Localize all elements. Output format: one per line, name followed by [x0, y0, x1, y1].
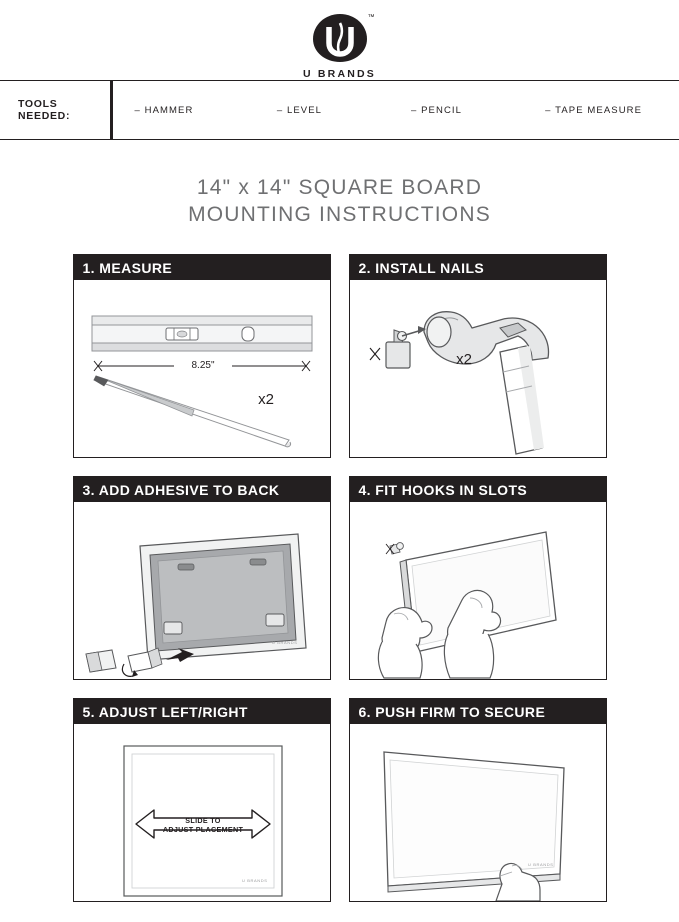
step-2-heading: 2. INSTALL NAILS — [350, 255, 606, 280]
wall-nails-icon — [386, 543, 403, 554]
step-3-heading: 3. ADD ADHESIVE TO BACK — [74, 477, 330, 502]
step-panel-3 — [73, 476, 331, 680]
step-panel-6 — [349, 698, 607, 902]
hammer-icon — [424, 312, 549, 454]
tools-needed-label: TOOLS NEEDED: — [18, 98, 71, 122]
step-panel-2 — [349, 254, 607, 458]
step-1-quantity-label: x2 — [257, 391, 274, 408]
divider-below-tools — [0, 139, 679, 140]
step-6-illustration — [350, 724, 606, 901]
board-perspective-icon — [384, 752, 564, 892]
brand-wordmark: U BRANDS — [302, 68, 377, 80]
page-title — [0, 174, 679, 228]
step-1-dimension-label: 8.25" — [190, 360, 215, 371]
step-panel-1 — [73, 254, 331, 458]
step-4-illustration — [350, 502, 606, 679]
tools-vertical-divider — [110, 81, 113, 139]
step-5-arrow-line-1: SLIDE TO — [184, 816, 221, 825]
nail-hook-icon — [370, 326, 426, 368]
trademark-symbol: ™ — [367, 14, 375, 21]
tools-list — [123, 105, 679, 116]
step-4-heading: 4. FIT HOOKS IN SLOTS — [350, 477, 606, 502]
tool-item-hammer: – HAMMER — [134, 104, 194, 116]
step-5-heading: 5. ADJUST LEFT/RIGHT — [74, 699, 330, 724]
step-5-watermark: U BRANDS — [241, 878, 267, 883]
u-brands-logo-icon — [309, 12, 375, 64]
steps-grid — [73, 254, 607, 902]
step-6-watermark: U BRANDS — [527, 862, 553, 867]
step-1-illustration — [74, 280, 330, 457]
step-5-illustration — [74, 724, 330, 901]
page-title-line-2: MOUNTING INSTRUCTIONS — [188, 203, 491, 226]
brand-logo-block — [0, 0, 679, 80]
tool-item-pencil: – PENCIL — [411, 104, 463, 116]
step-5-arrow-line-2: ADJUST PLACEMENT — [162, 825, 243, 834]
page-title-line-1: 14" x 14" SQUARE BOARD — [196, 176, 483, 199]
dimension-line — [94, 356, 310, 372]
step-panel-4 — [349, 476, 607, 680]
level-tool-icon — [92, 316, 312, 351]
step-2-quantity-label: x2 — [455, 351, 472, 368]
step-1-heading: 1. MEASURE — [74, 255, 330, 280]
pencil-icon — [94, 376, 291, 447]
step-3-illustration — [74, 502, 330, 679]
tool-item-tape-measure: – TAPE MEASURE — [545, 104, 643, 116]
step-6-heading: 6. PUSH FIRM TO SECURE — [350, 699, 606, 724]
tools-needed-row — [0, 81, 679, 139]
step-2-illustration — [350, 280, 606, 457]
tool-item-level: – LEVEL — [276, 104, 323, 116]
step-3-watermark: U BRANDS — [271, 640, 297, 645]
step-panel-5 — [73, 698, 331, 902]
